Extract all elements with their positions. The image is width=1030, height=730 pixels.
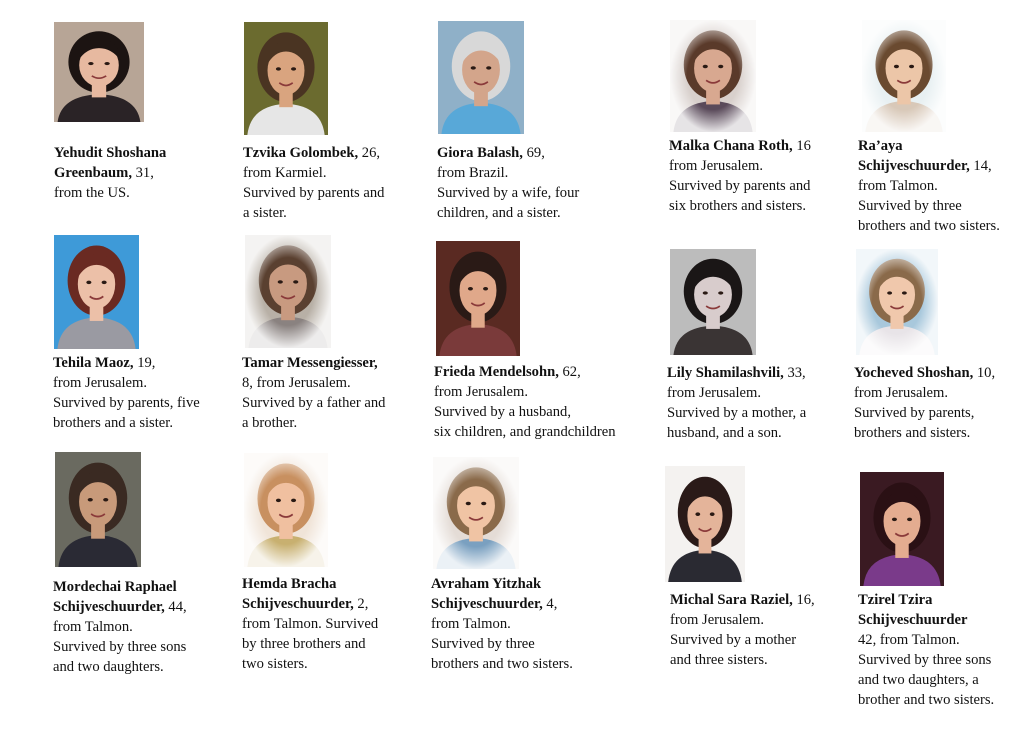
caption-line — [242, 634, 378, 654]
caption-text: brothers and two sisters. — [431, 656, 573, 672]
caption-text: 16 — [792, 138, 811, 154]
caption-line — [242, 413, 385, 433]
caption-text: a sister. — [243, 205, 287, 221]
caption-line — [667, 383, 806, 403]
caption-line — [858, 196, 1000, 216]
victim-caption — [53, 353, 200, 433]
caption-line — [854, 423, 995, 443]
caption-text: 16, — [792, 592, 815, 608]
caption-text: 26, — [358, 145, 381, 161]
victim-caption — [242, 353, 385, 433]
portrait-illustration — [856, 249, 938, 355]
caption-line — [431, 594, 573, 614]
caption-line — [434, 402, 616, 422]
caption-bold-text: Yocheved Shoshan, — [854, 365, 974, 381]
caption-text: Survived by parents and — [669, 178, 811, 194]
portrait-photo — [438, 21, 524, 134]
portrait-photo — [55, 452, 141, 567]
victim-caption — [431, 574, 573, 674]
caption-line — [431, 654, 573, 674]
caption-text: from Jerusalem. — [669, 158, 764, 174]
caption-line — [437, 143, 579, 163]
caption-line — [858, 136, 1000, 156]
caption-line — [667, 363, 806, 383]
caption-bold-text: Schijveschuurder — [858, 612, 968, 628]
victim-caption — [858, 136, 1000, 236]
portrait-photo — [436, 241, 520, 356]
portrait-illustration — [54, 22, 144, 122]
caption-line — [858, 670, 994, 690]
caption-text: Survived by three sons — [858, 652, 992, 668]
portrait-photo — [670, 249, 756, 355]
caption-bold-text: Malka Chana Roth, — [669, 138, 793, 154]
caption-line — [53, 373, 200, 393]
caption-line — [242, 574, 378, 594]
caption-line — [670, 650, 815, 670]
caption-line — [434, 362, 616, 382]
victim-caption — [858, 590, 994, 710]
caption-text: from Jerusalem. — [434, 384, 529, 400]
caption-line — [670, 610, 815, 630]
caption-bold-text: Schijveschuurder, — [858, 158, 970, 174]
caption-line — [667, 423, 806, 443]
caption-text: Survived by a husband, — [434, 404, 572, 420]
caption-bold-text: Michal Sara Raziel, — [670, 592, 793, 608]
portrait-illustration — [433, 457, 519, 569]
caption-text: from Talmon. — [858, 178, 938, 194]
victim-caption — [854, 363, 995, 443]
caption-line — [243, 183, 384, 203]
portrait-illustration — [244, 22, 328, 135]
caption-line — [242, 654, 378, 674]
caption-text: six children, and grandchildren — [434, 424, 616, 440]
caption-text: Survived by parents and — [243, 185, 385, 201]
caption-line — [669, 156, 811, 176]
caption-line — [243, 163, 384, 183]
caption-text: 31, — [131, 165, 154, 181]
caption-bold-text: Mordechai Raphael — [53, 579, 177, 595]
caption-bold-text: Tehila Maoz, — [53, 355, 134, 371]
caption-text: 10, — [973, 365, 996, 381]
caption-line — [858, 690, 994, 710]
caption-bold-text: Schijveschuurder, — [431, 596, 543, 612]
caption-bold-text: Ra’aya — [858, 138, 903, 154]
caption-text: two sisters. — [242, 656, 308, 672]
portrait-photo — [245, 235, 331, 348]
caption-line — [53, 577, 187, 597]
caption-line — [242, 594, 378, 614]
caption-text: children, and a sister. — [437, 205, 561, 221]
caption-line — [434, 422, 616, 442]
victim-caption — [667, 363, 806, 443]
victim-caption — [243, 143, 384, 223]
caption-text: from Jerusalem. — [53, 375, 148, 391]
caption-text: 4, — [542, 596, 558, 612]
caption-line — [434, 382, 616, 402]
caption-line — [53, 617, 187, 637]
caption-line — [858, 176, 1000, 196]
caption-bold-text: Tzirel Tzira — [858, 592, 933, 608]
portrait-illustration — [438, 21, 524, 134]
caption-line — [437, 183, 579, 203]
caption-bold-text: Avraham Yitzhak — [431, 576, 542, 592]
caption-line — [854, 363, 995, 383]
caption-line — [437, 203, 579, 223]
caption-line — [437, 163, 579, 183]
caption-text: husband, and a son. — [667, 425, 782, 441]
portrait-illustration — [670, 20, 756, 132]
caption-line — [54, 143, 166, 163]
portrait-illustration — [670, 249, 756, 355]
caption-text: from Karmiel. — [243, 165, 327, 181]
caption-line — [858, 630, 994, 650]
caption-text: Survived by a wife, four — [437, 185, 580, 201]
caption-text: brothers and a sister. — [53, 415, 173, 431]
caption-bold-text: Schijveschuurder, — [53, 599, 165, 615]
portrait-illustration — [862, 20, 946, 132]
caption-line — [242, 393, 385, 413]
caption-bold-text: Tamar Messengiesser, — [242, 355, 378, 371]
caption-text: Survived by three — [858, 198, 962, 214]
caption-line — [431, 574, 573, 594]
victim-caption — [53, 577, 187, 677]
caption-line — [242, 353, 385, 373]
portrait-photo — [856, 249, 938, 355]
caption-text: 69, — [522, 145, 545, 161]
caption-line — [858, 156, 1000, 176]
caption-text: and three sisters. — [670, 652, 768, 668]
caption-text: from Jerusalem. — [854, 385, 949, 401]
caption-line — [854, 403, 995, 423]
caption-bold-text: Schijveschuurder, — [242, 596, 354, 612]
caption-line — [858, 650, 994, 670]
caption-line — [858, 610, 994, 630]
caption-line — [670, 630, 815, 650]
caption-line — [53, 657, 187, 677]
caption-text: and two daughters, a — [858, 672, 979, 688]
caption-text: Survived by a father and — [242, 395, 386, 411]
portrait-photo — [244, 22, 328, 135]
caption-text: from Talmon. — [53, 619, 133, 635]
portrait-illustration — [245, 235, 331, 348]
portrait-photo — [433, 457, 519, 569]
caption-line — [242, 373, 385, 393]
portrait-photo — [54, 22, 144, 122]
portrait-illustration — [55, 452, 141, 567]
caption-text: Survived by a mother, a — [667, 405, 807, 421]
caption-text: brothers and sisters. — [854, 425, 971, 441]
caption-text: from Brazil. — [437, 165, 509, 181]
caption-line — [53, 393, 200, 413]
caption-line — [242, 614, 378, 634]
portrait-illustration — [436, 241, 520, 356]
portrait-photo — [862, 20, 946, 132]
portrait-photo — [670, 20, 756, 132]
caption-line — [670, 590, 815, 610]
portrait-photo — [54, 235, 139, 349]
caption-text: Survived by a mother — [670, 632, 797, 648]
caption-text: from Talmon. Survived — [242, 616, 379, 632]
caption-line — [243, 203, 384, 223]
caption-line — [858, 590, 994, 610]
caption-bold-text: Hemda Bracha — [242, 576, 337, 592]
caption-line — [54, 163, 166, 183]
caption-bold-text: Frieda Mendelsohn, — [434, 364, 559, 380]
caption-bold-text: Yehudit Shoshana — [54, 145, 167, 161]
victim-caption — [54, 143, 166, 203]
caption-text: Survived by parents, — [854, 405, 975, 421]
victim-caption — [669, 136, 811, 216]
caption-text: 8, from Jerusalem. — [242, 375, 351, 391]
caption-text: by three brothers and — [242, 636, 366, 652]
caption-bold-text: Tzvika Golombek, — [243, 145, 359, 161]
caption-line — [54, 183, 166, 203]
victim-caption — [437, 143, 579, 223]
caption-line — [431, 634, 573, 654]
caption-line — [669, 196, 811, 216]
caption-text: and two daughters. — [53, 659, 164, 675]
victim-caption — [434, 362, 616, 442]
caption-line — [53, 597, 187, 617]
caption-line — [53, 637, 187, 657]
caption-line — [858, 216, 1000, 236]
caption-bold-text: Lily Shamilashvili, — [667, 365, 784, 381]
caption-text: six brothers and sisters. — [669, 198, 807, 214]
caption-text: brother and two sisters. — [858, 692, 995, 708]
caption-line — [667, 403, 806, 423]
portrait-photo — [860, 472, 944, 586]
caption-line — [53, 413, 200, 433]
caption-text: 19, — [133, 355, 156, 371]
caption-text: 44, — [164, 599, 187, 615]
caption-text: a brother. — [242, 415, 298, 431]
caption-text: brothers and two sisters. — [858, 218, 1000, 234]
caption-text: from Jerusalem. — [670, 612, 765, 628]
caption-line — [669, 176, 811, 196]
caption-line — [854, 383, 995, 403]
caption-text: from the US. — [54, 185, 130, 201]
caption-text: Survived by parents, five — [53, 395, 200, 411]
caption-bold-text: Giora Balash, — [437, 145, 523, 161]
caption-text: from Jerusalem. — [667, 385, 762, 401]
caption-text: Survived by three — [431, 636, 535, 652]
caption-text: 14, — [969, 158, 992, 174]
portrait-illustration — [54, 235, 139, 349]
caption-text: Survived by three sons — [53, 639, 187, 655]
caption-text: 62, — [558, 364, 581, 380]
portrait-photo — [665, 466, 745, 582]
caption-line — [431, 614, 573, 634]
caption-text: 42, from Talmon. — [858, 632, 960, 648]
caption-line — [53, 353, 200, 373]
portrait-illustration — [665, 466, 745, 582]
victim-caption — [242, 574, 378, 674]
caption-line — [243, 143, 384, 163]
victim-caption — [670, 590, 815, 670]
caption-bold-text: Greenbaum, — [54, 165, 132, 181]
caption-text: 2, — [353, 596, 369, 612]
caption-line — [669, 136, 811, 156]
caption-text: from Talmon. — [431, 616, 511, 632]
caption-text: 33, — [783, 365, 806, 381]
portrait-illustration — [860, 472, 944, 586]
portrait-illustration — [244, 453, 328, 567]
portrait-photo — [244, 453, 328, 567]
